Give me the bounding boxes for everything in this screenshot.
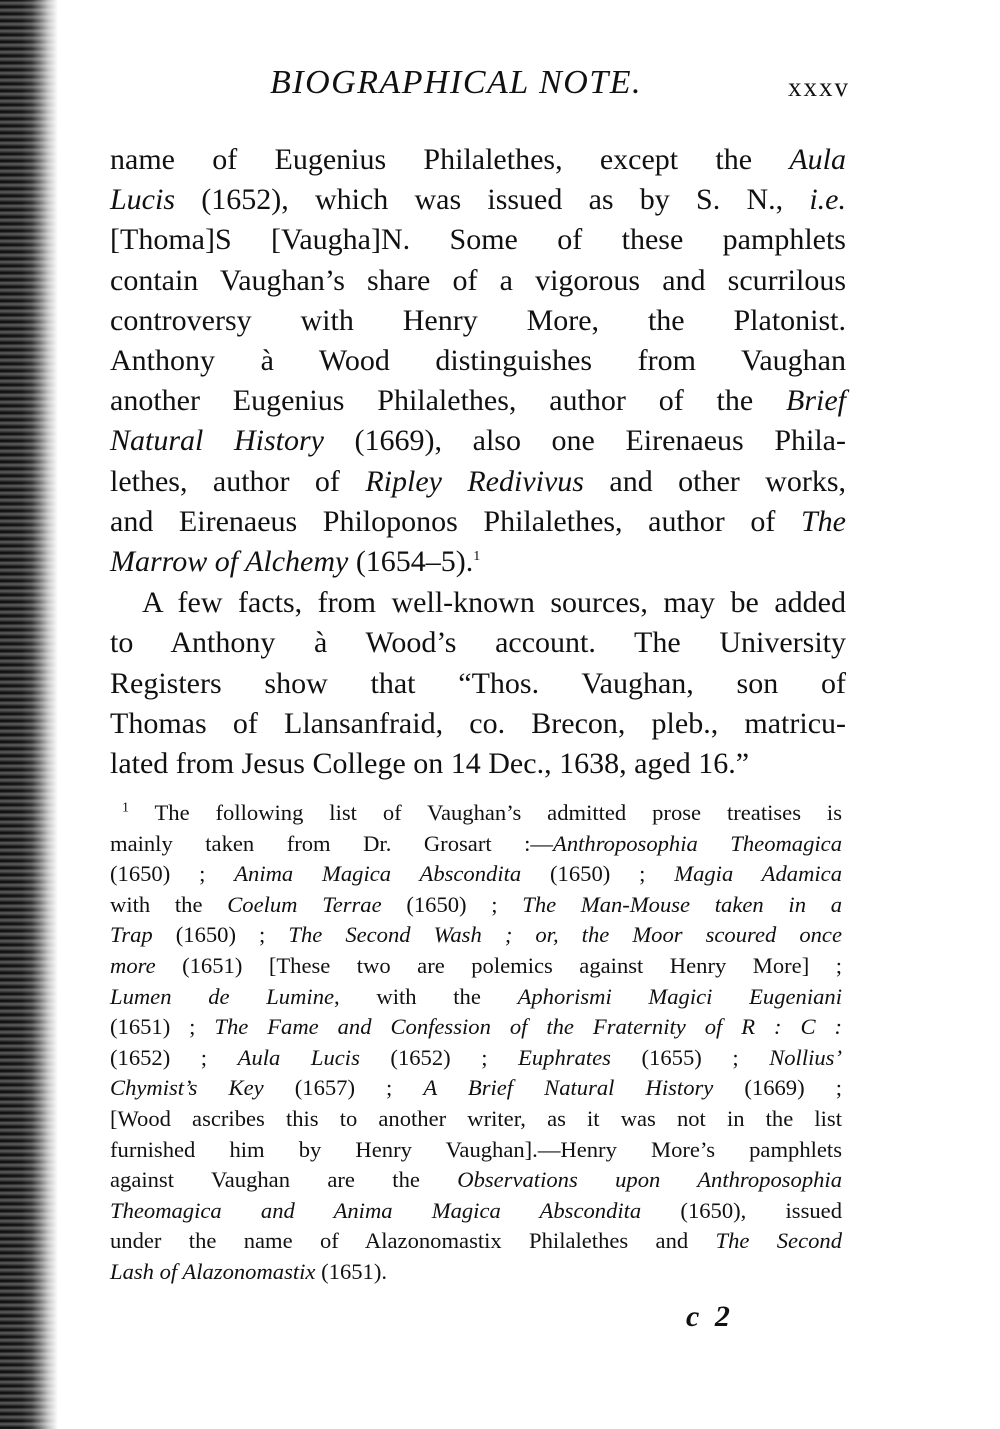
text-line: to Anthony à Wood’s account. The University [110,626,846,660]
text-line: A few facts, from well-known sources, may be added [142,586,846,620]
text-line: Thomas of Llansanfraid, co. Brecon, pleb., matricu- [110,706,846,740]
footnote-reference[interactable]: 1 [473,549,481,565]
text-line: lated from Jesus College on 14 Dec., 1638, aged 16.” [110,747,750,781]
text-line: lethes, author of Ripley Redivivus and other works, [110,464,846,498]
text-line: Natural History (1669), also one Eirenaeus Phila- [110,424,846,458]
text-line: [Thoma]S [Vaugha]N. Some of these pamphlets [110,223,846,257]
footnote-line: (1651) ; The Fame and Confession of the Fraternity of R : C : [110,1014,842,1040]
page-number: xxxv [788,72,850,102]
footnote-line: [Wood ascribes this to another writer, as it was not in the list [110,1105,842,1131]
footnote-line: under the name of Alazonomastix Philalethes and The Second [110,1228,842,1254]
running-title: BIOGRAPHICAL NOTE. [270,64,643,101]
signature-mark: c 2 [686,1300,734,1333]
footnote-line: (1650) ; Anima Magica Abscondita (1650) ; Magia Adamica [110,861,842,887]
text-line: and Eirenaeus Philoponos Philalethes, author of The [110,504,846,538]
footnote-line: more (1651) [These two are polemics against Henry More] ; [110,952,842,978]
footnote-line: with the Coelum Terrae (1650) ; The Man-Mouse taken in a [110,891,842,917]
text-line: another Eugenius Philalethes, author of the Brief [110,384,846,418]
footnote-marker: 1 [122,800,129,816]
text-line: Marrow of Alchemy (1654–5).$^1$ [110,545,481,579]
footnote-line: Trap (1650) ; The Second Wash ; or, the Moor scoured once [110,922,842,948]
footnote-line: Lash of Alazonomastix (1651). [110,1258,388,1284]
main-text [110,140,846,784]
text-line: Anthony à Wood distinguishes from Vaughan [110,344,846,378]
footnote-line: furnished him by Henry Vaughan].—Henry More’s pamphlets [110,1136,842,1162]
footnote-line: Chymist’s Key (1657) ; A Brief Natural History (1669) ; [110,1075,842,1101]
footnote [110,798,842,1288]
footnote-line: against Vaughan are the Observations upon Anthroposophia [110,1167,843,1193]
footnote-line: Lumen de Lumine, with the Aphorismi Magici Eugeniani [110,983,843,1009]
text-line: name of Eugenius Philalethes, except the Aula [110,143,846,176]
text-line: Registers show that “Thos. Vaughan, son of [110,666,846,700]
footnote-line: (1652) ; Aula Lucis (1652) ; Euphrates (1655) ; Nollius’ [110,1044,842,1070]
page-binding-edge [0,0,58,1429]
page-header [110,64,850,104]
text-line: controversy with Henry More, the Platonist. [110,303,846,337]
footnote-line: $^1$ The following list of Vaughan’s admitted prose treatises is [122,800,842,825]
footnote-line: Theomagica and Anima Magica Abscondita (1650), issued [110,1197,842,1223]
footnote-line: mainly taken from Dr. Grosart :—Anthroposophia Theomagica [110,830,842,856]
text-line: contain Vaughan’s share of a vigorous and scurrilous [110,263,846,297]
text-line: Lucis (1652), which was issued as by S. N., i.e. [110,183,846,217]
